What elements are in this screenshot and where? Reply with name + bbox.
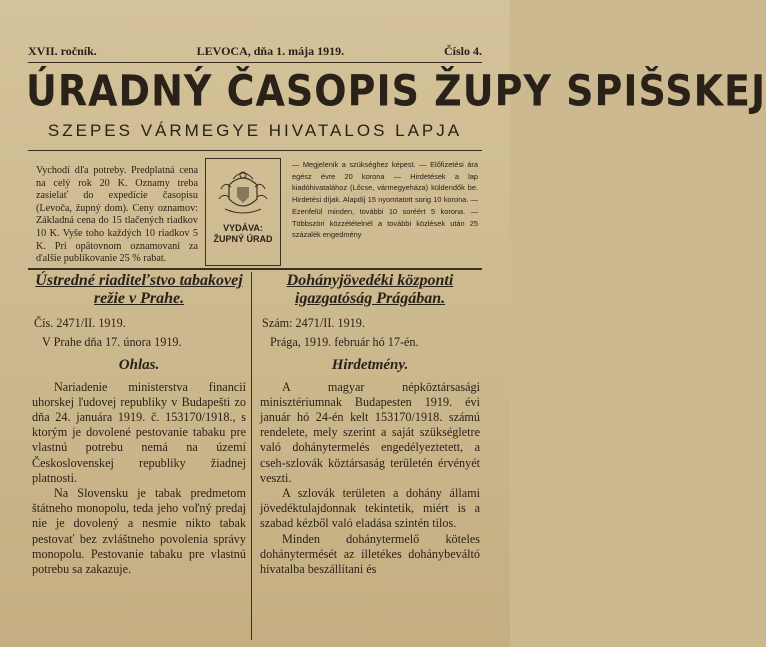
volume-label: XVII. ročník. [28, 44, 97, 58]
masthead-title: ÚRADNÝ ČASOPIS ŽUPY SPIŠSKEJ [26, 66, 766, 116]
hungarian-subscription-info [292, 159, 478, 241]
slovak-headline [32, 272, 246, 308]
subscription-info [36, 165, 198, 266]
hungarian-headline [260, 272, 480, 308]
slovak-reference-number: Čís. 2471/II. 1919. [34, 316, 126, 330]
slovak-paragraph-2: Na Slovensku je tabak predmetom štátneho monopolu, teda jeho voľný predaj nie je dovolený a nesmie nikto tabak pestovať bez zvláštneho povolenia správy monopolu. Pestovanie tabaku pre vlastnú potrebu sa zakazuje. [32, 486, 246, 577]
slovak-announcement [32, 272, 246, 577]
hungarian-subscription-text: — Megjelenik a szükséghez képest. — Előfizetési ára egész évre 20 korona — Hirdetések a lap kiadóhivatalához (Lőcse, vármegyeháza) küldendők be. Hirdetési díjak. Alapdíj 15 nyomtatott sorig 10 korona. — Ezenfelül minden, további 10 soréért 5 korona. — Többszöri közzétételnél a további közlések után 25 százalék engedmény [292, 160, 478, 240]
issue-line [28, 44, 482, 59]
slovak-headline-text: Ústredné riaditeľstvo tabakovej režie v Prahe. [35, 272, 243, 307]
place-date: LEVOCA, dňa 1. mája 1919. [196, 44, 345, 58]
hungarian-reference-number: Szám: 2471/II. 1919. [262, 316, 365, 330]
hungarian-paragraph-2: A szlovák területen a dohány állami jövedéktulajdonnak tekintetik, miért is a szabad kézből való eladása szintén tilos. [260, 486, 480, 531]
hungarian-section-title: Hirdetmény. [331, 357, 409, 374]
hungarian-headline-text: Dohányjövedéki központi igazgatóság Prágában. [286, 272, 454, 307]
hungarian-paragraph-1: A magyar népköztársasági minisztériumnak Budapesten 1919. évi január hó 24-én kelt 153170/1918. számú rendelete, mely szerint a saját szükségletre való dohánytermelés engedélyeztetett, a cseh-szlovák köztársaság területén érvényét veszti. [260, 379, 480, 485]
coat-of-arms-icon [215, 165, 271, 217]
slovak-body [32, 380, 246, 578]
column-divider [251, 272, 252, 640]
publisher-label-line2: ŽUPNÝ ÚRAD [213, 234, 273, 244]
hungarian-date: Prága, 1919. február hó 17-én. [270, 335, 419, 350]
crest-box [205, 158, 281, 266]
subscription-text: Vychodí dľa potreby. Predplatná cena na celý rok 20 K. Oznamy treba zasielať do expedície časopisu (Levoča, župný dom). Ceny oznamov: Základná cena do 15 tlačených riadkov 10 K. Vyše toho každých 10 riadkov 5 K. Pri opätovnom oznamovaní za ďalšie publikovanie 25 % rabat. [36, 165, 198, 265]
slovak-date: V Prahe dňa 17. února 1919. [42, 335, 182, 350]
slovak-paragraph-1: Nariadenie ministerstva financií uhorskej ľudovej republiky v Budapešti zo dňa 24. januára 1919. č. 153170/1918., s ktorým je dovolené pestovanie tabaku pre vlastnú potrebu nemá na území Československej republiky žiadnej platnosti. [32, 379, 246, 485]
top-rule [28, 62, 482, 63]
issue-number: Číslo 4. [443, 44, 482, 58]
masthead-rule [28, 150, 482, 151]
hungarian-announcement [260, 272, 480, 577]
slovak-section-title: Ohlas. [118, 357, 160, 374]
hungarian-paragraph-3: Minden dohánytermelő köteles dohánytermését az illetékes dohánybeváltó hivatalba beszállítani és [260, 531, 480, 577]
hungarian-body [260, 380, 480, 578]
masthead-subtitle: SZEPES VÁRMEGYE HIVATALOS LAPJA [47, 121, 463, 140]
section-rule [28, 268, 482, 270]
publisher-label [213, 223, 272, 245]
publisher-label-line1: VYDÁVA: [223, 223, 263, 233]
